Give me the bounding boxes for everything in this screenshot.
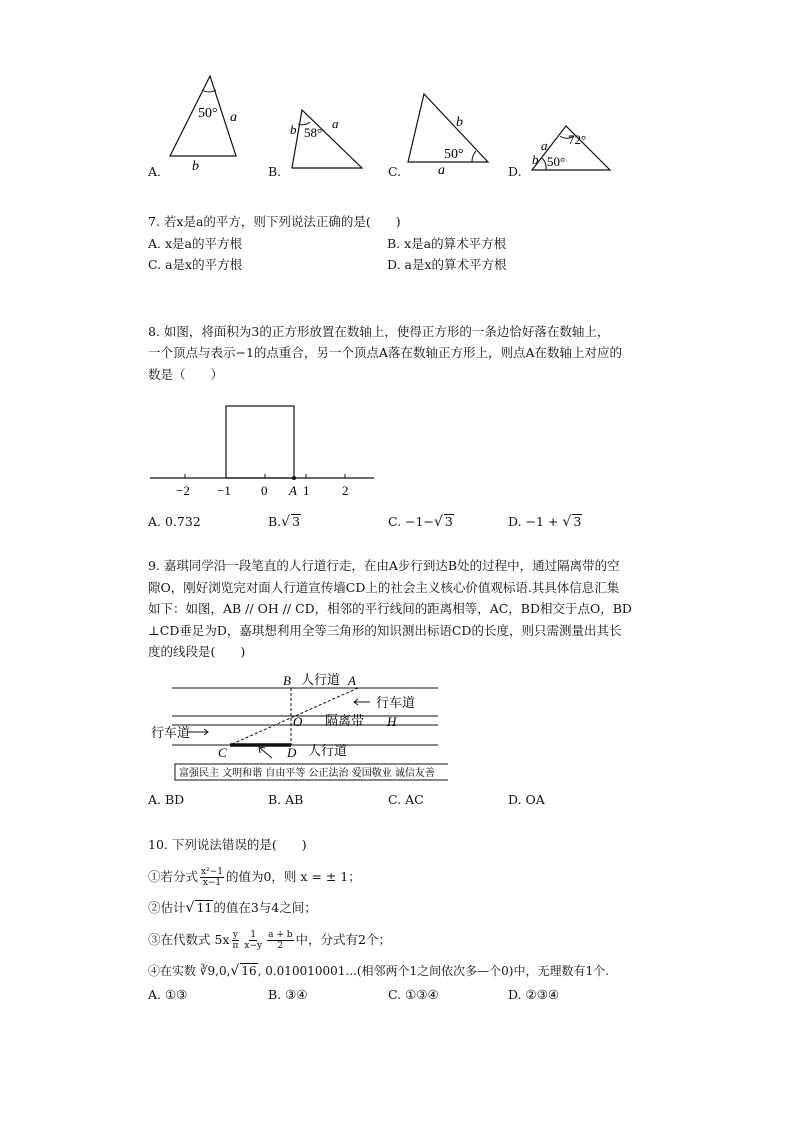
triangle-c-side-b: b <box>456 115 463 130</box>
tick-label-0: 0 <box>261 483 268 498</box>
q8-number-line-svg <box>148 400 378 500</box>
q8-option-d[interactable]: D. −1 + √ 3 <box>508 514 582 530</box>
q8-option-b-label: B. <box>268 514 282 529</box>
q8-option-d-radicand: 3 <box>573 514 582 529</box>
q10-s2-radicand: 11 <box>196 900 213 915</box>
q8-option-c-radicand: 3 <box>444 514 453 529</box>
q10-s4-cube-root: ∛9 <box>199 964 216 978</box>
q10-s3-fraction-2: $\frac{1}{x-y}$ <box>244 930 263 951</box>
q8-option-a[interactable]: A. 0.732 <box>148 514 201 529</box>
q9-option-a[interactable]: A. BD <box>148 792 185 807</box>
q10-s4-prefix: ④在实数 <box>148 964 197 978</box>
label-sidewalk-top: 人行道 <box>301 673 341 688</box>
triangle-d <box>532 126 610 170</box>
q8-option-c-label: C. −1− <box>388 514 434 529</box>
slogan-text: 富强民主 文明和谐 自由平等 公正法治 爱国敬业 诚信友善 <box>179 768 435 779</box>
q9-stem-line3: 如下：如图，AB // OH // CD，相邻的平行线间的距离相等，AC，BD相交于点O，BD <box>148 601 632 616</box>
q9-stem-line5: 度的线段是( ) <box>148 644 246 659</box>
q10-s1-fraction: $\frac{\text{x²−1}}{x-1}$ <box>201 867 223 888</box>
q6-figures <box>140 66 630 186</box>
q7-option-d[interactable]: D. a是x的算术平方根 <box>387 257 507 272</box>
triangle-a-angle: 50° <box>198 106 218 121</box>
q10-s3-suffix: 中，分式有2个； <box>295 932 391 947</box>
point-a <box>292 476 296 480</box>
q10-s4-suffix: , 0.010010001...(相邻两个1之间依次多—个0)中，无理数有1个. <box>257 964 609 978</box>
label-sidewalk-bottom: 人行道 <box>308 744 348 759</box>
triangle-c-side-a: a <box>438 163 445 178</box>
q10-s3-prefix: ③在代数式 5x <box>148 932 230 947</box>
triangle-d-angle-left: 50° <box>547 154 566 169</box>
q7-option-c[interactable]: C. a是x的平方根 <box>148 257 243 272</box>
triangle-a-side-b: b <box>192 159 199 174</box>
q8-stem-line3: 数是（ ） <box>148 367 224 382</box>
label-median: 隔离带 <box>325 714 365 729</box>
q9-stem-line4: ⊥CD垂足为D，嘉琪想利用全等三角形的知识测出标语CD的长度，则只需测量出其长 <box>148 623 622 638</box>
q9-option-c[interactable]: C. AC <box>388 792 424 807</box>
q8-option-b[interactable]: B.√ 3 <box>268 514 301 530</box>
triangle-b-angle: 58° <box>304 125 323 140</box>
q10-statement-1 <box>148 866 361 888</box>
q6-option-a[interactable]: A. <box>148 164 162 179</box>
q8-stem-line1: 8. 如图，将面积为3的正方形放置在数轴上，使得正方形的一条边恰好落在数轴上， <box>148 324 610 339</box>
q10-statement-4: ④在实数 ∛9,0,√ 16, 0.010010001...(相邻两个1之间依次多—个0)中，无理数有1个. <box>148 963 609 979</box>
q10-s4-mid: ,0, <box>215 964 231 978</box>
q10-s2-prefix: ②估计 <box>148 900 186 915</box>
q10-s3-fraction-3: $\frac{a + b}{2}$ <box>268 930 293 951</box>
q10-option-a[interactable]: A. ①③ <box>148 987 188 1002</box>
label-a: A <box>348 673 356 688</box>
tick-label-minus2: −2 <box>176 483 190 498</box>
label-d: D <box>287 745 297 760</box>
q10-s1-prefix: ①若分式 <box>148 869 199 884</box>
q10-s3-fraction-1: $\frac{y}{\pi}$ <box>232 930 239 951</box>
q6-option-d[interactable]: D. <box>508 164 522 179</box>
q10-option-b[interactable]: B. ③④ <box>268 987 308 1002</box>
triangle-d-side-b: b <box>532 152 539 167</box>
q8-number-line-figure <box>148 400 378 500</box>
label-lane-top: 行车道 <box>376 696 416 711</box>
triangle-b-side-a: a <box>332 116 339 131</box>
label-b: B <box>283 673 291 688</box>
triangle-c <box>408 94 488 178</box>
q10-s4-radicand: 16 <box>241 964 257 978</box>
q10-option-c[interactable]: C. ①③④ <box>388 987 439 1002</box>
q10-stem: 10. 下列说法错误的是( ) <box>148 837 307 852</box>
tick-label-2: 2 <box>342 483 349 498</box>
triangle-d-angle-top: 72° <box>568 132 587 147</box>
q10-statement-3 <box>148 929 391 951</box>
q7-option-a[interactable]: A. x是a的平方根 <box>148 236 242 251</box>
label-lane-left: 行车道 <box>151 726 191 741</box>
triangle-d-side-a: a <box>541 138 548 153</box>
q7-stem: 7. 若x是a的平方，则下列说法正确的是( ) <box>148 214 401 229</box>
triangle-a-side-a: a <box>230 110 237 125</box>
tick-label-minus1: −1 <box>217 483 231 498</box>
label-c: C <box>218 745 227 760</box>
q10-statement-2: ②估计√ 11的值在3与4之间； <box>148 900 317 916</box>
tick-label-a: A <box>289 483 297 498</box>
q8-option-b-radicand: 3 <box>292 514 301 529</box>
triangle-c-angle: 50° <box>444 147 464 162</box>
q8-option-d-label: D. −1 + <box>508 514 559 529</box>
triangle-b <box>290 110 362 168</box>
triangle-b-side-b: b <box>290 122 297 137</box>
q9-stem-line1: 9. 嘉琪同学沿一段笔直的人行道行走，在由A步行到达B处的过程中，通过隔离带的空 <box>148 558 620 573</box>
label-o: O <box>293 714 303 729</box>
q9-option-b[interactable]: B. AB <box>268 792 304 807</box>
q8-option-c[interactable]: C. −1−√ 3 <box>388 514 453 530</box>
q6-option-b[interactable]: B. <box>268 164 282 179</box>
q9-stem-line2: 隙O，刚好浏览完对面人行道宣传墙CD上的社会主义核心价值观标语.其具体信息汇集 <box>148 580 620 595</box>
q7-option-b[interactable]: B. x是a的算术平方根 <box>387 236 507 251</box>
q9-option-d[interactable]: D. OA <box>508 792 545 807</box>
q6-triangles-svg <box>140 66 630 186</box>
q9-road-figure <box>148 670 448 785</box>
q10-option-d[interactable]: D. ②③④ <box>508 987 560 1002</box>
triangle-a <box>170 76 237 174</box>
q9-road-svg <box>148 670 448 785</box>
q6-option-c[interactable]: C. <box>388 164 402 179</box>
label-h: H <box>387 714 397 729</box>
q10-s2-suffix: 的值在3与4之间； <box>213 900 317 915</box>
q10-s1-suffix: 的值为0，则 x = ± 1； <box>225 869 361 884</box>
square <box>226 406 294 478</box>
q8-stem-line2: 一个顶点与表示−1的点重合，另一个顶点A落在数轴正方形上，则点A在数轴上对应的 <box>148 345 622 360</box>
tick-label-1: 1 <box>303 483 310 498</box>
